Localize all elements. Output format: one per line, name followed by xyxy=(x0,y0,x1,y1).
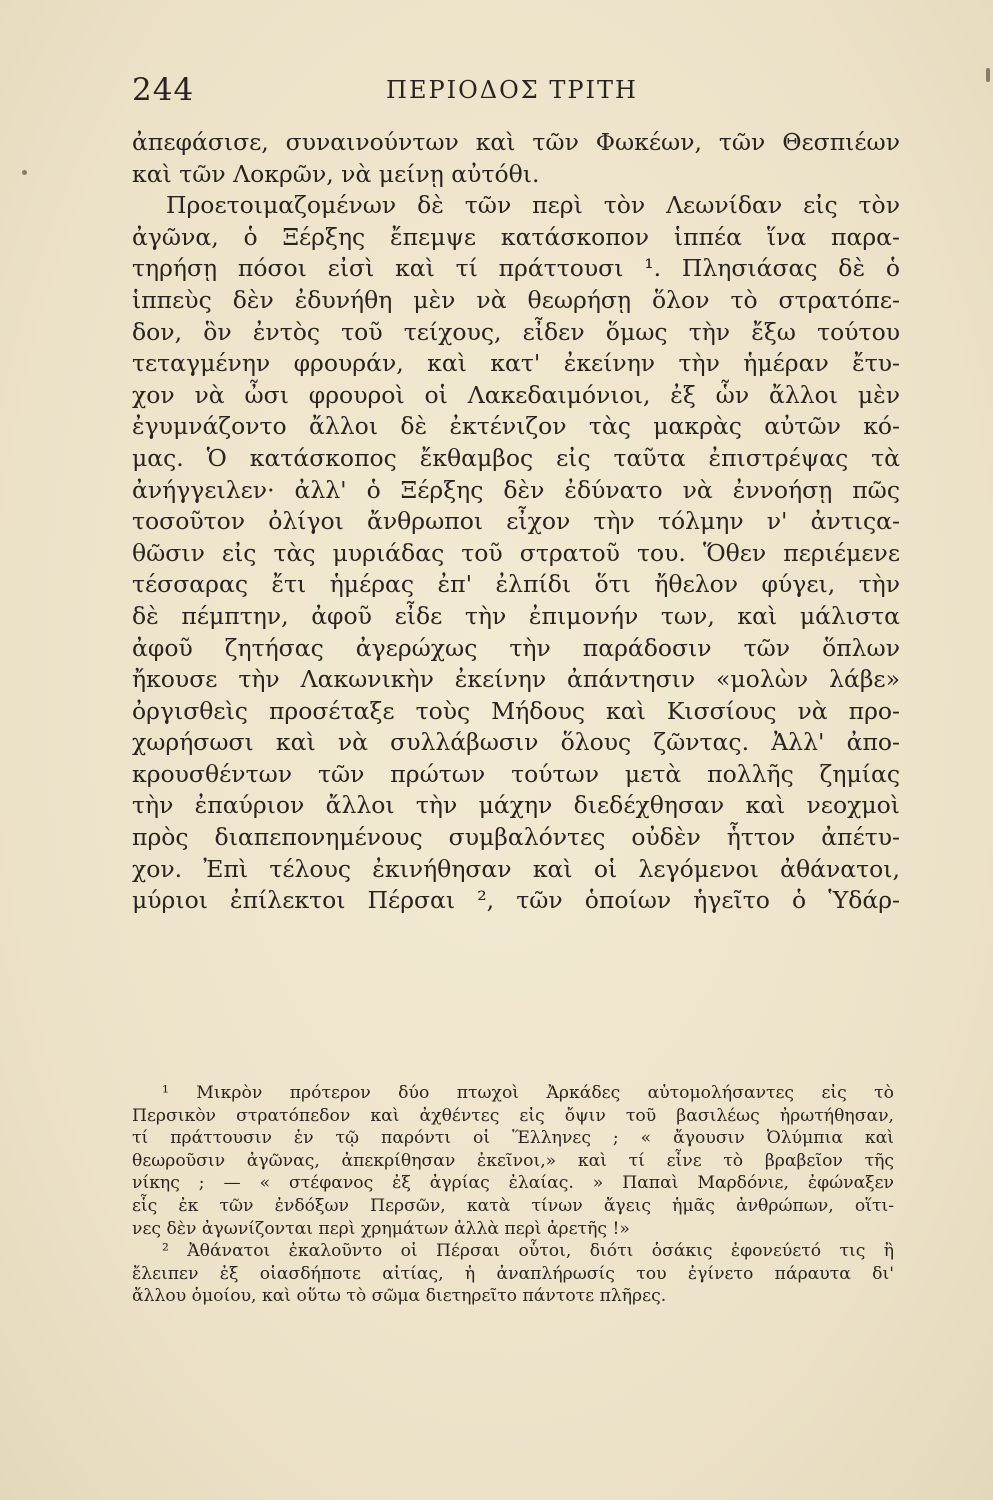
footnote-line: ² Ἀθάνατοι ἐκαλοῦντο οἱ Πέρσαι οὗτοι, διότι ὁσάκις ἐφονεύετό τις ἢ xyxy=(162,1241,894,1262)
text-line: ἀπεφάσισε, συναινούντων καὶ τῶν Φωκέων, τῶν Θεσπιέων xyxy=(132,128,900,156)
text-line: θῶσιν εἰς τὰς μυριάδας τοῦ στρατοῦ του. Ὅθεν περιέμενε xyxy=(132,538,900,567)
text-line: χον νὰ ὦσι φρουροὶ οἱ Λακεδαιμόνιοι, ἐξ ὧν ἄλλοι μὲν xyxy=(132,380,900,409)
footnote-line: εἷς ἐκ τῶν ἐνδόξων Περσῶν, κατὰ τίνων ἄγεις ἡμᾶς ἀνθρώπων, οἵτι- xyxy=(132,1195,894,1216)
text-line: τέσσαρας ἔτι ἡμέρας ἐπ' ἐλπίδι ὅτι ἤθελον φύγει, τὴν xyxy=(132,570,900,599)
text-line: πρὸς διαπεπονημένους συμβαλόντες οὐδὲν ἧττον ἀπέτυ- xyxy=(132,823,900,852)
main-text xyxy=(132,127,900,917)
text-line: δὲ πέμπτην, ἀφοῦ εἶδε τὴν ἐπιμονήν των, καὶ μάλιστα xyxy=(132,601,900,630)
text-line: ὀργισθεὶς προσέταξε τοὺς Μήδους καὶ Κισσίους νὰ προ- xyxy=(132,696,900,725)
paper-speck xyxy=(22,170,27,175)
text-line: δον, ὃν ἐντὸς τοῦ τείχους, εἶδεν ὅμως τὴν ἔξω τούτου xyxy=(132,317,900,346)
paper-speck xyxy=(986,68,990,82)
text-line: ἀγῶνα, ὁ Ξέρξης ἔπεμψε κατάσκοπον ἱππέα ἵνα παρα- xyxy=(132,222,900,251)
footnote-line: Περσικὸν στρατόπεδον καὶ ἀχθέντες εἰς ὄψιν τοῦ βασιλέως ἠρωτήθησαν, xyxy=(132,1105,894,1126)
text-line: ἐγυμνάζοντο ἄλλοι δὲ ἐκτένιζον τὰς μακρὰς αὐτῶν κό- xyxy=(132,412,900,441)
running-title: ΠΕΡΙΟΔΟΣ ΤΡΙΤΗ xyxy=(386,76,638,104)
footnote-line: ἄλλου ὁμοίου, καὶ οὕτω τὸ σῶμα διετηρεῖτο πάντοτε πλῆρες. xyxy=(132,1286,667,1307)
footnote-line: θεωροῦσιν ἀγῶνας, ἀπεκρίθησαν ἐκεῖνοι,» καὶ τί εἶνε τὸ βραβεῖον τῆς xyxy=(132,1150,894,1171)
text-line: ἀφοῦ ζητήσας ἀγερώχως τὴν παράδοσιν τῶν ὅπλων xyxy=(132,633,900,662)
text-line: τοσοῦτον ὀλίγοι ἄνθρωποι εἶχον τὴν τόλμην ν' ἀντιςα- xyxy=(132,507,900,536)
page-header xyxy=(132,72,892,112)
text-line: ἱππεὺς δὲν ἐδυνήθη μὲν νὰ θεωρήσῃ ὅλον τὸ στρατόπε- xyxy=(132,285,900,314)
text-line: χον. Ἐπὶ τέλους ἐκινήθησαν καὶ οἱ λεγόμενοι ἀθάνατοι, xyxy=(132,854,900,883)
page-number: 244 xyxy=(132,72,195,108)
text-line: καὶ τῶν Λοκρῶν, νὰ μείνῃ αὐτόθι. xyxy=(132,159,540,188)
footnotes xyxy=(132,1082,894,1308)
footnote-line: νες δὲν ἀγωνίζονται περὶ χρημάτων ἀλλὰ περὶ ἀρετῆς !» xyxy=(132,1218,630,1239)
text-line: ἤκουσε τὴν Λακωνικὴν ἐκείνην ἀπάντησιν «μολὼν λάβε» xyxy=(132,665,900,694)
text-line: τεταγμένην φρουράν, καὶ κατ' ἐκείνην τὴν ἡμέραν ἔτυ- xyxy=(132,349,900,378)
footnote-line: νίκης ; — « στέφανος ἐξ ἀγρίας ἐλαίας. » Παπαὶ Μαρδόνιε, ἐφώναξεν xyxy=(132,1173,894,1194)
text-line: Προετοιμαζομένων δὲ τῶν περὶ τὸν Λεωνίδαν εἰς τὸν xyxy=(166,191,900,220)
text-line: τηρήσῃ πόσοι εἰσὶ καὶ τί πράττουσι ¹. Πλησιάσας δὲ ὁ xyxy=(132,254,900,283)
text-line: μύριοι ἐπίλεκτοι Πέρσαι ², τῶν ὁποίων ἡγεῖτο ὁ Ὑδάρ- xyxy=(132,886,900,915)
text-line: κρουσθέντων τῶν πρώτων τούτων μετὰ πολλῆς ζημίας xyxy=(132,759,900,788)
footnote-line: τί πράττουσιν ἐν τῷ παρόντι οἱ Ἕλληνες ; « ἄγουσιν Ὀλύμπια καὶ xyxy=(132,1128,894,1149)
text-line: τὴν ἐπαύριον ἄλλοι τὴν μάχην διεδέχθησαν καὶ νεοχμοὶ xyxy=(132,791,900,820)
footnote-line: ¹ Μικρὸν πρότερον δύο πτωχοὶ Ἀρκάδες αὐτομολήσαντες εἰς τὸ xyxy=(162,1083,894,1103)
text-line: μας. Ὁ κατάσκοπος ἔκθαμβος εἰς ταῦτα ἐπιστρέψας τὰ xyxy=(132,443,900,472)
text-line: ἀνήγγειλεν· ἀλλ' ὁ Ξέρξης δὲν ἐδύνατο νὰ ἐννοήσῃ πῶς xyxy=(132,475,900,504)
footnote-line: ἔλειπεν ἐξ οἱασδήποτε αἰτίας, ἡ ἀναπλήρωσίς του ἐγίνετο πάραυτα δι' xyxy=(132,1263,894,1284)
text-line: χωρήσωσι καὶ νὰ συλλάβωσιν ὅλους ζῶντας. Ἀλλ' ἀπο- xyxy=(132,728,900,757)
